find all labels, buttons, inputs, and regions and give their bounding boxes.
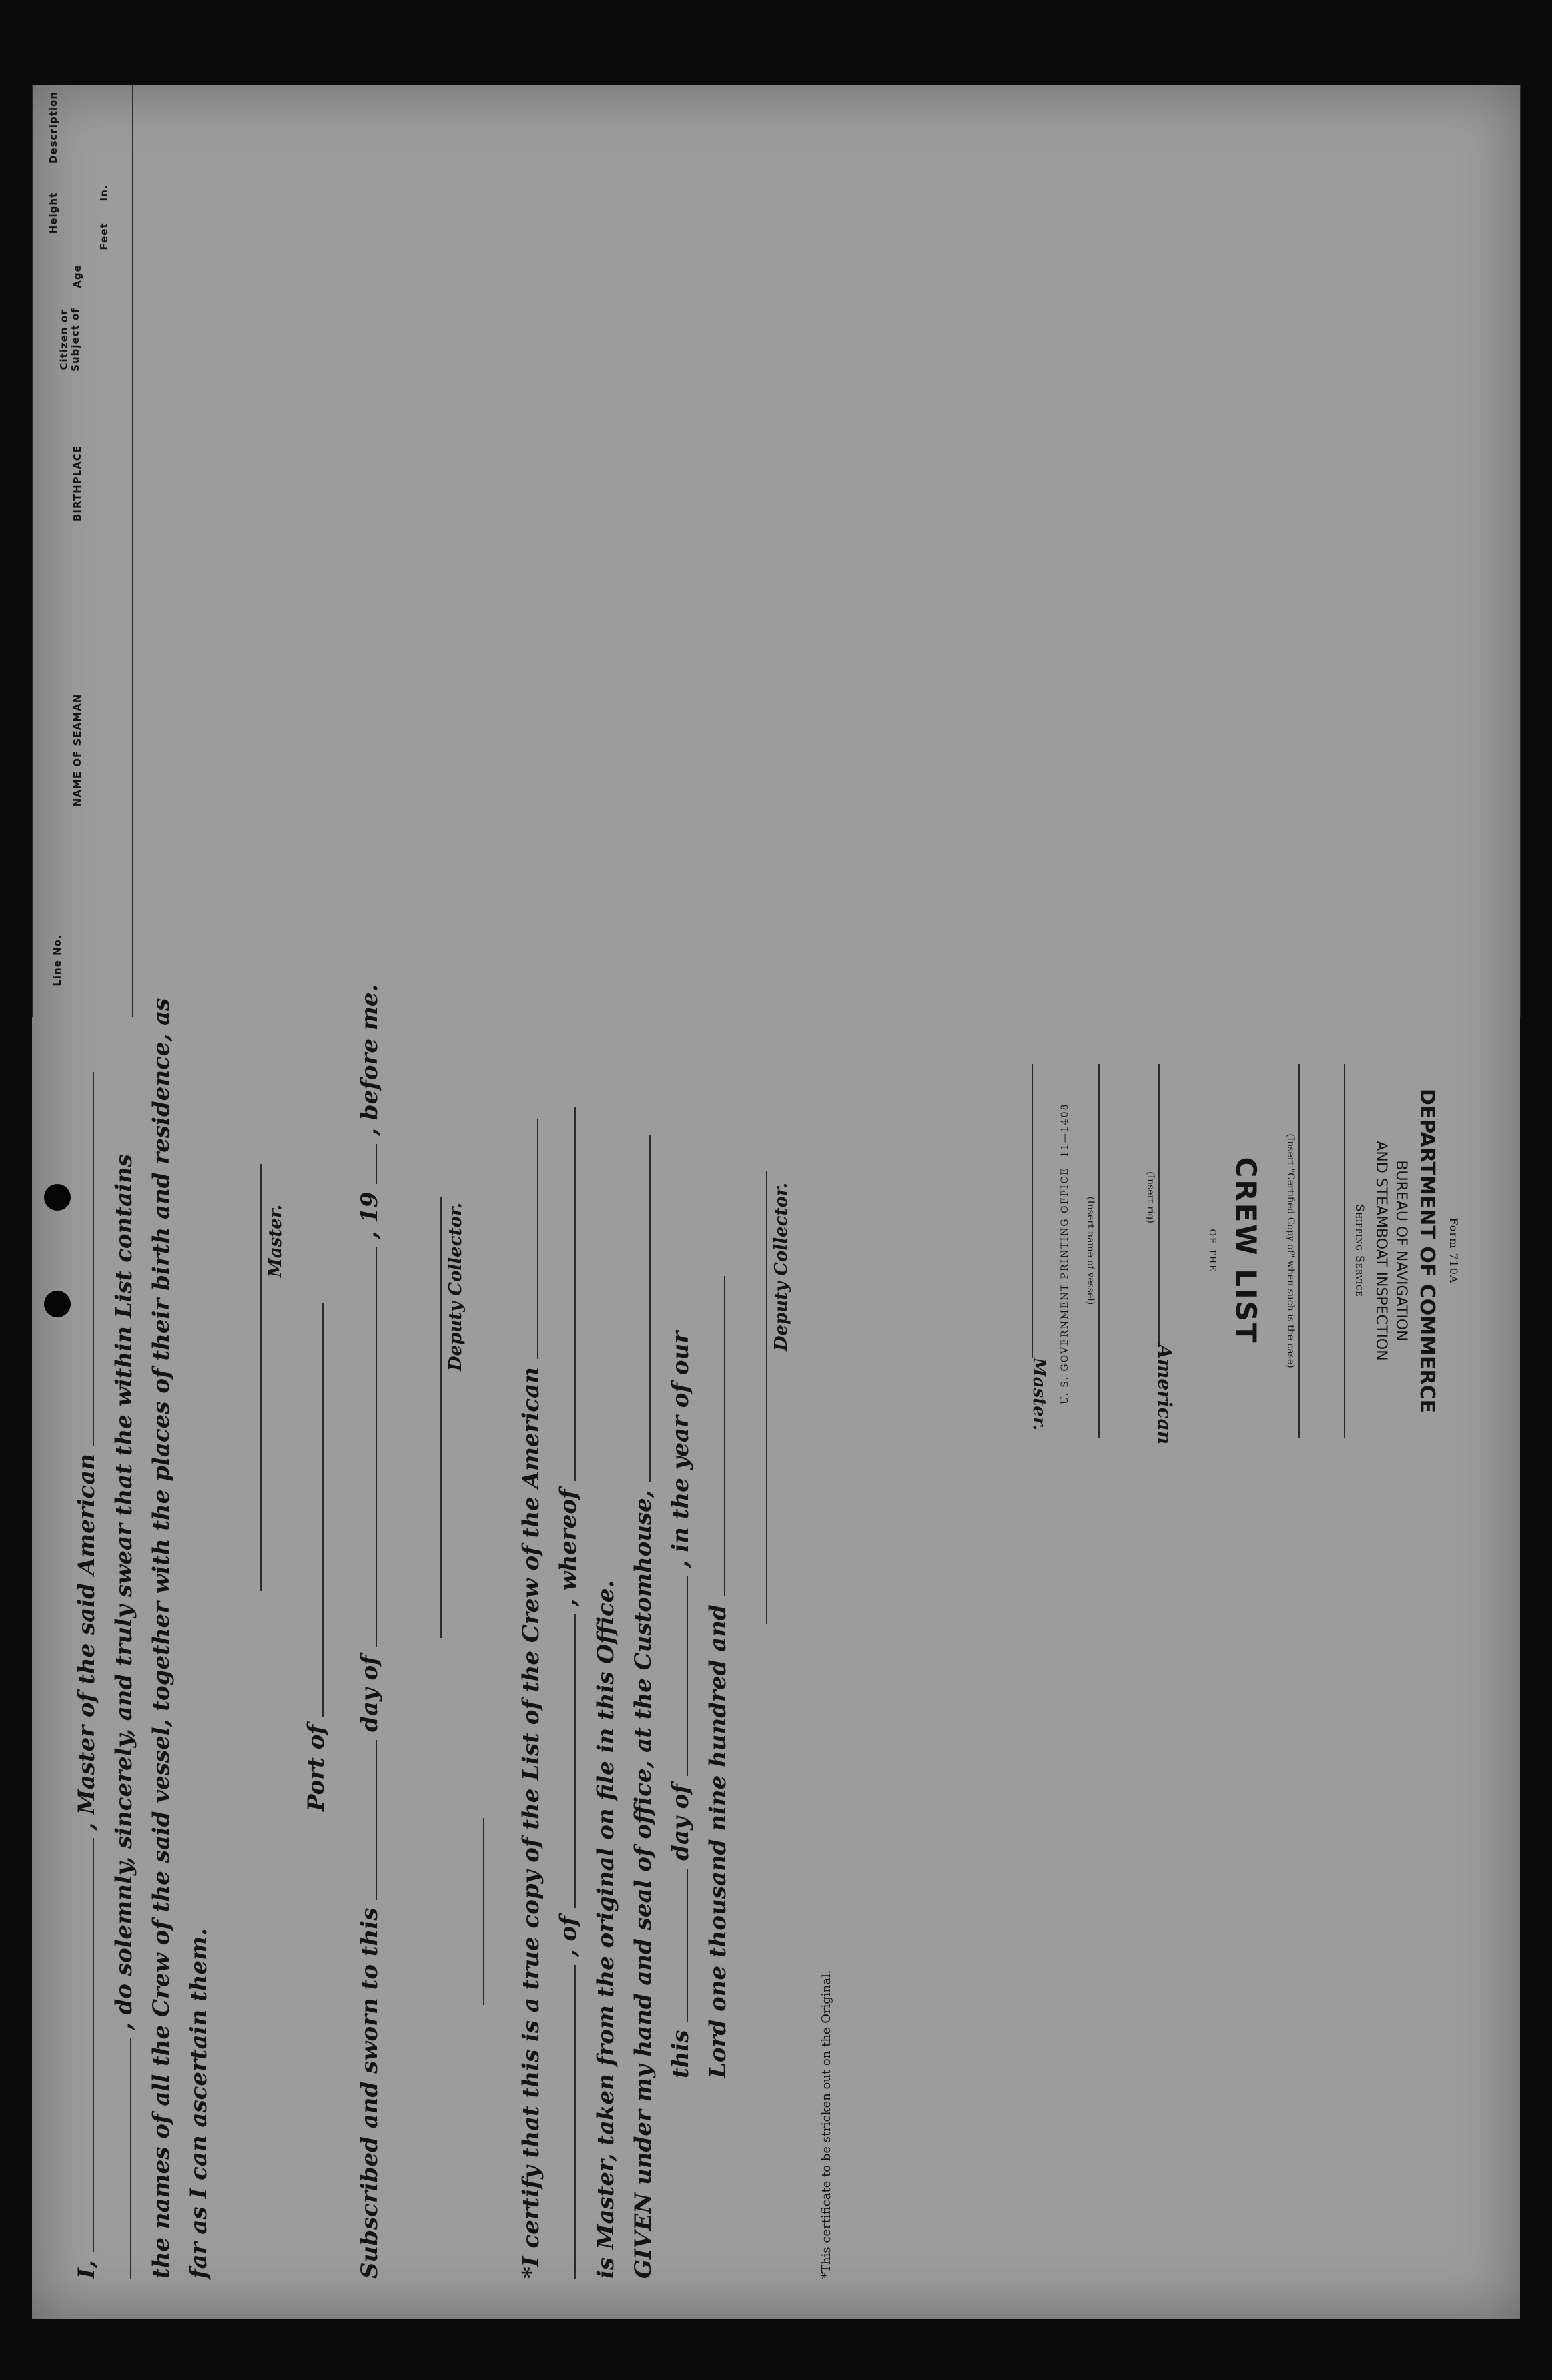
sworn-year-blank[interactable] [357,1144,377,1184]
seal-line [483,1818,484,2005]
master-signature-line[interactable] [260,1164,262,1591]
port-of-label: Port of [303,1724,330,1811]
header-description: Description [47,91,59,164]
whereof-text: , whereof [555,1489,582,1607]
cover-shipping-service: Shipping Service [1354,1204,1367,1297]
given-year-blank[interactable] [705,1276,725,1596]
printing-office-code: 11—1408 [1060,1103,1070,1157]
this-text: this [667,2030,694,2078]
cover-master-line[interactable] [1032,1064,1033,1358]
form-upright [32,85,1520,2319]
header-height: Height [47,192,59,234]
header-name-of-seaman: NAME OF SEAMAN [71,693,83,807]
cover-of-the: OF THE [1207,1229,1217,1273]
subscribed-line [356,984,383,2279]
header-line-no: Line No. [51,934,63,986]
oath-line-1 [73,1072,100,2279]
before-me-text: , before me. [356,984,383,1136]
crew-table [32,85,1520,1017]
oath-master-of-text: , Master of the said American [73,1453,100,1831]
given-line-2 [667,1331,694,2078]
certified-vessel-blank-2[interactable] [556,1965,576,2279]
master-label: Master. [266,1204,286,1277]
certify-line-2 [555,1107,582,2279]
cover-vessel-line[interactable] [1098,1064,1100,1438]
binder-hole-2 [44,1184,71,1211]
given-month-blank[interactable] [668,1576,688,1776]
oath-line-3: the names of all the Crew of the said vessel, together with the places of their birth and residence, as [148,998,175,2279]
cover-form-code: Form 710A [1447,1217,1460,1284]
deputy-collector-signature-line-1[interactable] [440,1197,442,1638]
year-19-text: , 19 [356,1191,383,1239]
sworn-day-blank[interactable] [357,1740,377,1900]
certificate-footnote: *This certificate to be stricken out on the Original. [819,1970,833,2279]
subscribed-text: Subscribed and sworn to this [356,1907,383,2279]
certified-master-blank[interactable] [556,1107,576,1481]
binder-hole-1 [44,1291,71,1317]
certificate-panel [32,984,1520,2319]
cover-insert-rig: (Insert rig) [1145,1171,1156,1223]
deputy-collector-label-2: Deputy Collector. [771,1182,791,1351]
crew-list-form-sheet [32,85,1520,2319]
table-bottom-border [1520,85,1521,1017]
oath-swear-text: , do solemnly, sincerely, and truly swear that the within List contains [111,1154,137,2031]
certified-port-blank[interactable] [556,1614,576,1908]
customhouse-blank[interactable] [631,1135,651,1482]
port-of-line [303,1303,330,1811]
cover-rig-line[interactable] [1158,1064,1160,1344]
vessel-name-blank-2[interactable] [111,2038,131,2279]
cover-department: DEPARTMENT OF COMMERCE [1415,1088,1439,1414]
cover-rule-1 [1344,1064,1345,1438]
certificate-panel-content [32,984,1520,2319]
vessel-name-blank[interactable] [74,1072,94,1446]
oath-line-4: far as I can ascertain them. [185,1928,212,2279]
oath-line-2 [111,1154,137,2279]
deputy-collector-label-1: Deputy Collector. [446,1202,466,1371]
day-of-text: day of [356,1655,383,1732]
cover-american: American [1154,1344,1176,1445]
cover-certified-line[interactable] [1298,1064,1300,1438]
given-line-1 [630,1135,657,2279]
lord-text: Lord one thousand nine hundred and [705,1604,731,2078]
header-feet: Feet [98,222,110,250]
cover-crew-list-title: CREW LIST [1230,1157,1262,1345]
table-top-border [32,85,33,1017]
header-bottom-border [132,85,133,1017]
certify-line-3: is Master, taken from the original on file in this Office. [593,1580,619,2279]
deputy-collector-signature-line-2[interactable] [766,1171,767,1624]
master-name-blank[interactable] [74,1838,94,2252]
given-line-3 [705,1276,731,2078]
certify-line-1 [518,1119,544,2279]
cover-insert-vessel: (Insert name of vessel) [1085,1196,1096,1305]
year-of-our-text: , in the year of our [667,1331,694,1568]
given-day-of-text: day of [667,1784,694,1861]
cover-bureau-1: BUREAU OF NAVIGATION [1393,1160,1409,1342]
certified-vessel-blank[interactable] [518,1119,538,1359]
certify-text: *I certify that this is a true copy of the List of the Crew of the American [518,1367,544,2279]
sworn-month-blank[interactable] [357,1247,377,1647]
cover-panel [913,1051,1500,2279]
oath-i-text: I, [73,2260,100,2279]
header-age: Age [71,264,83,288]
cover-insert-certified: (Insert "Certified Copy of" when such is the case) [1285,1133,1296,1368]
of-text: , of [555,1916,582,1958]
crew-table-panel [32,85,1520,1017]
header-birthplace: BIRTHPLACE [71,444,83,522]
given-day-blank[interactable] [668,1869,688,2022]
cover-master: Master. [1029,1358,1049,1431]
given-text: GIVEN under my hand and seal of office, at the Customhouse, [630,1490,657,2279]
header-citizen: Citizen or Subject of [58,308,81,372]
cover-bureau-2: AND STEAMBOAT INSPECTION [1373,1141,1389,1361]
header-in: In. [98,184,110,202]
printing-office-text: U. S. GOVERNMENT PRINTING OFFICE [1060,1167,1070,1404]
port-of-blank[interactable] [304,1303,324,1717]
